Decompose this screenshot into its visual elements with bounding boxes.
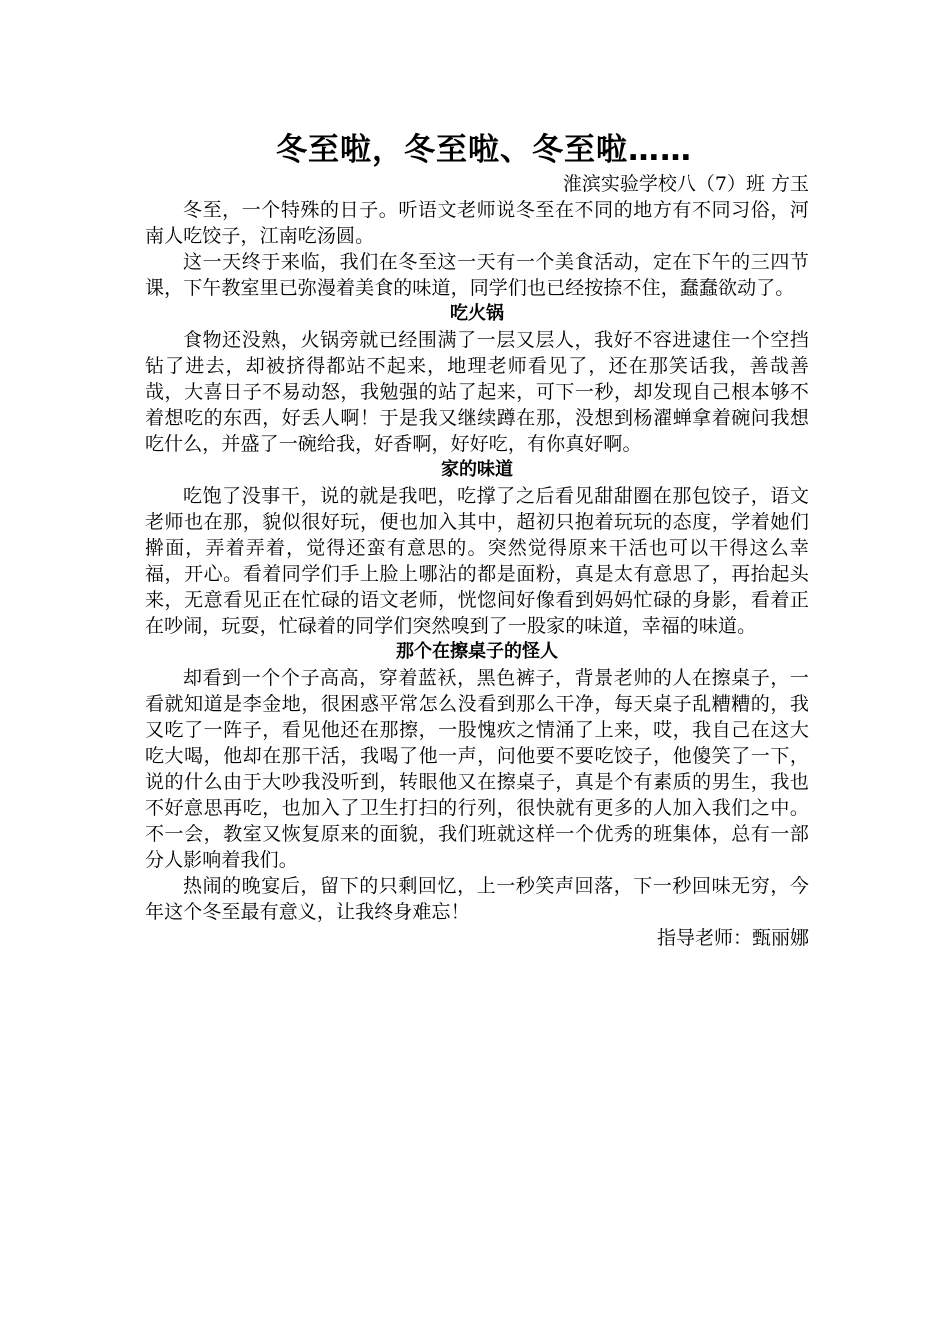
body-paragraph: 食物还没熟，火锅旁就已经围满了一层又层人，我好不容进逮住一个空挡钻了进去，却被挤得都站不起来，地理老师看见了，还在那笑话我，善哉善哉，大喜日子不易动怒，我勉强的站了起来，可下一秒，却发现自己根本够不着想吃的东西，好丢人啊！于是我又继续蹲在那，没想到杨濯蝉拿着碗问我想吃什么，并盛了一碗给我，好香啊，好好吃，有你真好啊。: [145, 329, 809, 455]
section-heading: 家的味道: [441, 459, 513, 480]
section-table-wiper: [145, 639, 809, 925]
intro-paragraph: 冬至，一个特殊的日子。听语文老师说冬至在不同的地方有不同习俗，河南人吃饺子，江南吃汤圆。: [145, 199, 809, 247]
section-heading: 那个在擦桌子的怪人: [396, 641, 558, 662]
section-heading: 吃火锅: [450, 303, 504, 324]
section-home-taste: [145, 457, 809, 639]
article: [145, 128, 809, 951]
advisor-credit: 指导老师：甄丽娜: [656, 927, 809, 949]
intro-paragraph: 这一天终于来临，我们在冬至这一天有一个美食活动，定在下午的三四节课，下午教室里已弥漫着美食的味道，同学们也已经按捺不住，蠢蠢欲动了。: [145, 251, 809, 299]
closing-paragraph: 热闹的晚宴后，留下的只剩回忆，上一秒笑声回落，下一秒回味无穷，今年这个冬至最有意义，让我终身难忘！: [145, 875, 809, 923]
section-hotpot: [145, 301, 809, 457]
body-paragraph: 吃饱了没事干，说的就是我吧，吃撑了之后看见甜甜圈在那包饺子，语文老师也在那，貌似很好玩，便也加入其中，超初只抱着玩玩的态度，学着她们擀面，弄着弄着，觉得还蛮有意思的。突然觉得原来干活也可以干得这么幸福，开心。看着同学们手上脸上哪沾的都是面粉，真是太有意思了，再抬起头来，无意看见正在忙碌的语文老师，恍惚间好像看到妈妈忙碌的身影，看着正在吵闹，玩耍，忙碌着的同学们突然嗅到了一股家的味道，幸福的味道。: [145, 485, 809, 637]
article-title: 冬至啦，冬至啦、冬至啦……: [276, 132, 692, 168]
author-byline: 淮滨实验学校八（7）班 方玉: [562, 173, 809, 195]
body-paragraph: 却看到一个个子高高，穿着蓝袄，黑色裤子，背景老帅的人在擦桌子，一看就知道是李金地，很困惑平常怎么没看到那么干净，每天桌子乱糟糟的，我又吃了一阵子，看见他还在那擦，一股愧疚之情涌了上来，哎，我自己在这大吃大喝，他却在那干活，我喝了他一声，问他要不要吃饺子，他傻笑了一下，说的什么由于大吵我没听到，转眼他又在擦桌子，真是个有素质的男生，我也不好意思再吃，也加入了卫生打扫的行列，很快就有更多的人加入我们之中。不一会，教室又恢复原来的面貌，我们班就这样一个优秀的班集体，总有一部分人影响着我们。: [145, 667, 809, 871]
